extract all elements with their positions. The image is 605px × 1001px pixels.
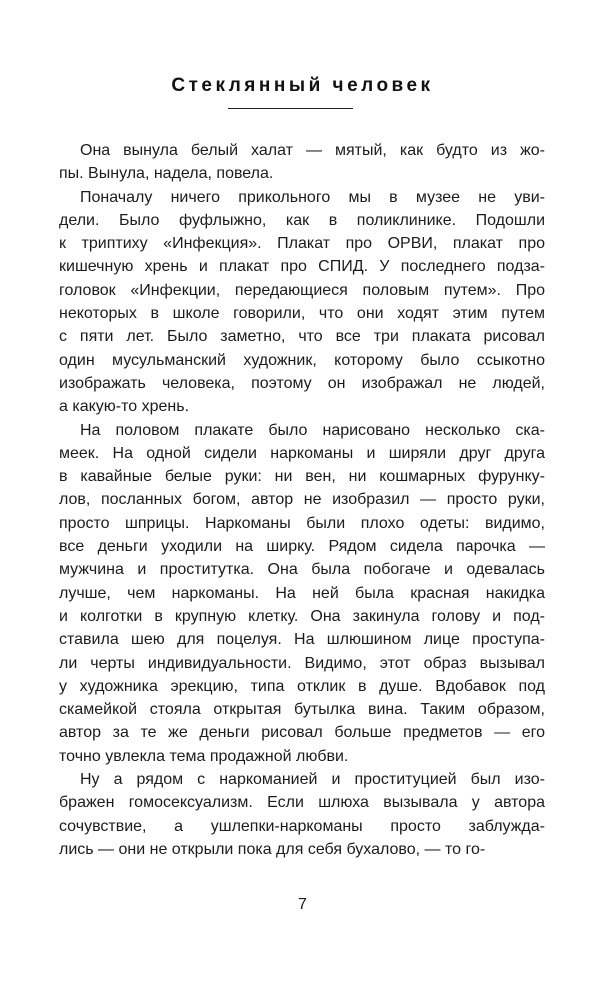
- text-line: просто шприцы. Наркоманы были плохо одеты: видимо,: [59, 514, 545, 532]
- text-line: лов, посланных богом, автор не изобразил — просто руки,: [59, 491, 545, 509]
- text-line: а какую-то хрень.: [59, 398, 190, 416]
- text-line: к триптиху «Инфекция». Плакат про ОРВИ, плакат про: [59, 235, 545, 253]
- body-text: [59, 139, 545, 861]
- title-rule-divider: [228, 108, 353, 109]
- text-line: лись — они не открыли пока для себя бухалово, — то го-: [59, 840, 486, 858]
- text-line: мужчина и проститутка. Она была побогаче и одевалась: [59, 561, 545, 579]
- text-line: некоторых в школе говорили, что они ходят этим путем: [59, 305, 545, 323]
- text-line: Ну а рядом с наркоманией и проституцией был изо-: [80, 771, 545, 789]
- text-line: Поначалу ничего прикольного мы в музее не уви-: [80, 188, 545, 206]
- paragraph: [59, 139, 545, 186]
- chapter-title: Стеклянный человек: [171, 75, 434, 96]
- text-line: скамейкой стояла открытая бутылка вина. Таким образом,: [59, 701, 545, 719]
- text-line: меек. На одной сидели наркоманы и ширяли друг друга: [59, 444, 545, 462]
- page-number: 7: [298, 896, 307, 913]
- text-line: изображать человека, поэтому он изображал не людей,: [59, 374, 545, 392]
- text-line: На половом плакате было нарисовано несколько ска-: [80, 421, 545, 439]
- text-line: точно увлекла тема продажной любви.: [59, 747, 349, 765]
- paragraph: [59, 186, 545, 419]
- text-line: автор за те же деньги рисовал больше предметов — его: [59, 724, 545, 742]
- text-line: с пяти лет. Было заметно, что все три плаката рисовал: [59, 328, 545, 346]
- text-line: головок «Инфекции, передающиеся половым путем». Про: [59, 281, 545, 299]
- text-line: сочувствие, а ушлепки-наркоманы просто заблужда-: [59, 817, 545, 835]
- text-line: ли черты индивидуальности. Видимо, этот образ вызывал: [59, 654, 545, 672]
- text-line: и колготки в крупную клетку. Она закинула голову и под-: [59, 607, 545, 625]
- text-line: дели. Было фуфлыжно, как в поликлинике. Подошли: [59, 211, 545, 229]
- text-line: один мусульманский художник, которому было ссыкотно: [59, 351, 545, 369]
- text-line: бражен гомосексуализм. Если шлюха вызывала у автора: [59, 794, 545, 812]
- paragraph: [59, 419, 545, 768]
- text-line: все деньги уходили на ширку. Рядом сидела парочка —: [59, 538, 545, 556]
- text-line: в кавайные белые руки: ни вен, ни кошмарных фурунку-: [59, 468, 545, 486]
- paragraph: [59, 768, 545, 861]
- text-line: лучше, чем наркоманы. На ней была красная накидка: [59, 584, 545, 602]
- text-line: Она вынула белый халат — мятый, как будто из жо-: [80, 142, 545, 159]
- text-line: пы. Вынула, надела, повела.: [59, 165, 274, 183]
- text-line: ставила шею для поцелуя. На шлюшином лице проступа-: [59, 631, 545, 649]
- text-line: кишечную хрень и плакат про СПИД. У последнего подза-: [59, 258, 545, 276]
- text-line: у художника эрекцию, типа отклик в душе. Вдобавок под: [59, 677, 545, 695]
